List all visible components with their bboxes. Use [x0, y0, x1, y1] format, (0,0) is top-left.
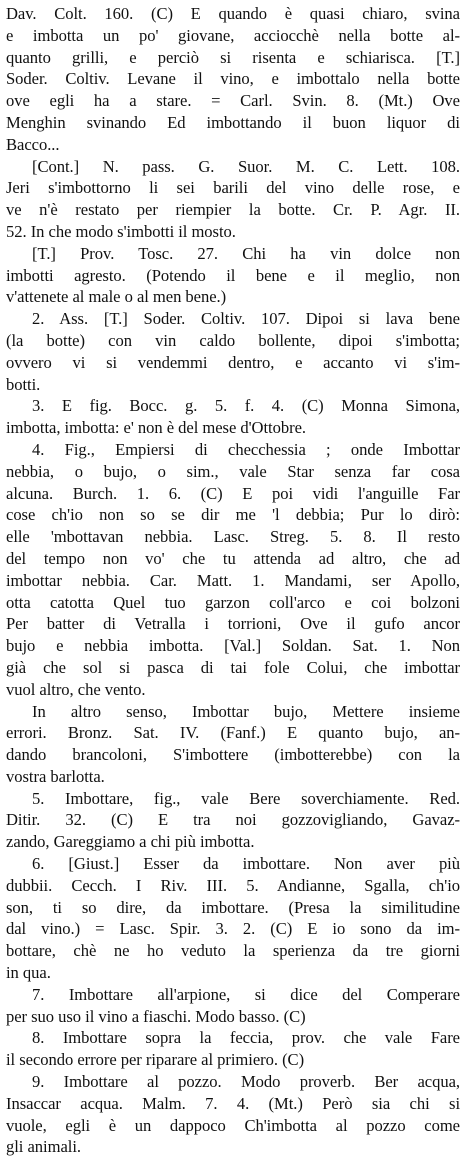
text-line: 3. E fig. Bocc. g. 5. f. 4. (C) Monna Simona, — [32, 396, 460, 416]
text-line: imbottar nebbia. Car. Matt. 1. Mandami, ser Apollo, — [6, 570, 460, 590]
text-line: otta catotta Quel tuo garzon coll'arco e coi bolzoni — [6, 592, 460, 612]
text-line: 9. Imbottare al pozzo. Modo proverb. Ber acqua, — [32, 1072, 460, 1092]
text-line: Per batter di Vetralla i torrioni, Ove il gufo ancor — [6, 614, 460, 634]
text-line: [Cont.] N. pass. G. Suor. M. C. Lett. 108. — [32, 156, 460, 176]
text-line: Jeri s'imbottorno li sei barili del vino delle rose, e — [6, 178, 460, 198]
text-line: 7. Imbottare all'arpione, si dice del Comperare — [32, 984, 460, 1004]
text-line: in qua. — [6, 963, 51, 983]
text-line: imbotta, imbotta: e' non è del mese d'Ottobre. — [6, 418, 306, 438]
text-line: In altro senso, Imbottar bujo, Mettere insieme — [32, 701, 460, 721]
text-line: 52. In che modo s'imbotti il mosto. — [6, 221, 236, 241]
text-line: e imbotta un po' giovane, acciocchè nella botte al- — [6, 25, 460, 45]
text-line: 5. Imbottare, fig., vale Bere soverchiamente. Red. — [32, 788, 460, 808]
text-line: 4. Fig., Empiersi di checchessia ; onde Imbottar — [32, 439, 460, 459]
text-line: ve n'è restato per riempier la botte. Cr. P. Agr. II. — [6, 200, 460, 220]
text-line: cose ch'io non so se dir me 'l debbia; Pur lo dirò: — [6, 505, 460, 525]
text-line: elle 'mbottavan nebbia. Lasc. Streg. 5. 8. Il resto — [6, 527, 460, 547]
text-line: imbotti agresto. (Potendo il bene e il meglio, non — [6, 265, 460, 285]
text-line: già che sol si pasca di tai fole Colui, che imbottar — [6, 657, 460, 677]
text-line: nebbia, o bujo, o sim., vale Star senza far cosa — [6, 461, 460, 481]
text-line: Ditir. 32. (C) E tra noi gozzovigliando, Gavaz- — [6, 810, 460, 830]
text-line: 6. [Giust.] Esser da imbottare. Non aver più — [32, 854, 460, 874]
text-line: dal vino.) = Lasc. Spir. 3. 2. (C) E io sono da im- — [6, 919, 460, 939]
text-line: del tempo non vo' che tu attenda ad altro, che ad — [6, 548, 460, 568]
text-line: il secondo errore per riparare al primiero. (C) — [6, 1050, 305, 1070]
text-line: errori. Bronz. Sat. IV. (Fanf.) E quanto bujo, an- — [6, 723, 460, 743]
text-line: gli animali. — [6, 1137, 81, 1157]
text-line: vuol altro, che vento. — [6, 679, 146, 699]
text-line: Bacco... — [6, 134, 60, 154]
text-line: son, ti so dire, da imbottare. (Presa la similitudine — [6, 897, 460, 917]
text-line: alcuna. Burch. 1. 6. (C) E poi vidi l'anguille Far — [6, 483, 460, 503]
text-line: Menghin svinando Ed imbottando il buon liquor di — [6, 112, 460, 132]
text-line: botti. — [6, 374, 41, 394]
text-line: 2. Ass. [T.] Soder. Coltiv. 107. Dipoi si lava bene — [32, 309, 460, 329]
text-line: Soder. Coltiv. Levane il vino, e imbottalo nella botte — [6, 69, 460, 89]
text-line: Insaccar acqua. Malm. 7. 4. (Mt.) Però sia chi si — [6, 1093, 460, 1113]
text-line: dando brancoloni, S'imbottere (imbotterebbe) con la — [6, 745, 460, 765]
text-line: [T.] Prov. Tosc. 27. Chi ha vin dolce non — [32, 243, 460, 263]
text-line: Dav. Colt. 160. (C) E quando è quasi chiaro, svina — [6, 4, 460, 23]
text-line: ovvero vi si vendemmi dentro, e accanto vi s'im- — [6, 352, 460, 372]
text-line: vostra barlotta. — [6, 766, 105, 786]
text-line: 8. Imbottare sopra la feccia, prov. che vale Fare — [32, 1028, 460, 1048]
text-line: bottare, chè ne ho veduto la sperienza da tre giorni — [6, 941, 460, 961]
text-line: ove egli ha a stare. = Carl. Svin. 8. (Mt.) Ove — [6, 91, 460, 111]
text-line: dubbii. Cecch. I Riv. III. 5. Andianne, Sgalla, ch'io — [6, 875, 460, 895]
text-line: quanto grilli, e perciò si risenta e schiarisca. [T.] — [6, 47, 460, 67]
text-line: zando, Gareggiamo a chi più imbotta. — [6, 832, 255, 852]
dictionary-entry-text — [6, 3, 460, 1158]
text-line: (la botte) con vin caldo bollente, dipoi s'imbotta; — [6, 330, 460, 350]
text-line: v'attenete al male o al men bene.) — [6, 287, 227, 307]
text-line: vuole, egli è un dappoco Ch'imbotta al pozzo come — [6, 1115, 460, 1135]
text-line: bujo e nebbia imbotta. [Val.] Soldan. Sat. 1. Non — [6, 636, 460, 656]
text-line: per suo uso il vino a fiaschi. Modo basso. (C) — [6, 1006, 306, 1026]
